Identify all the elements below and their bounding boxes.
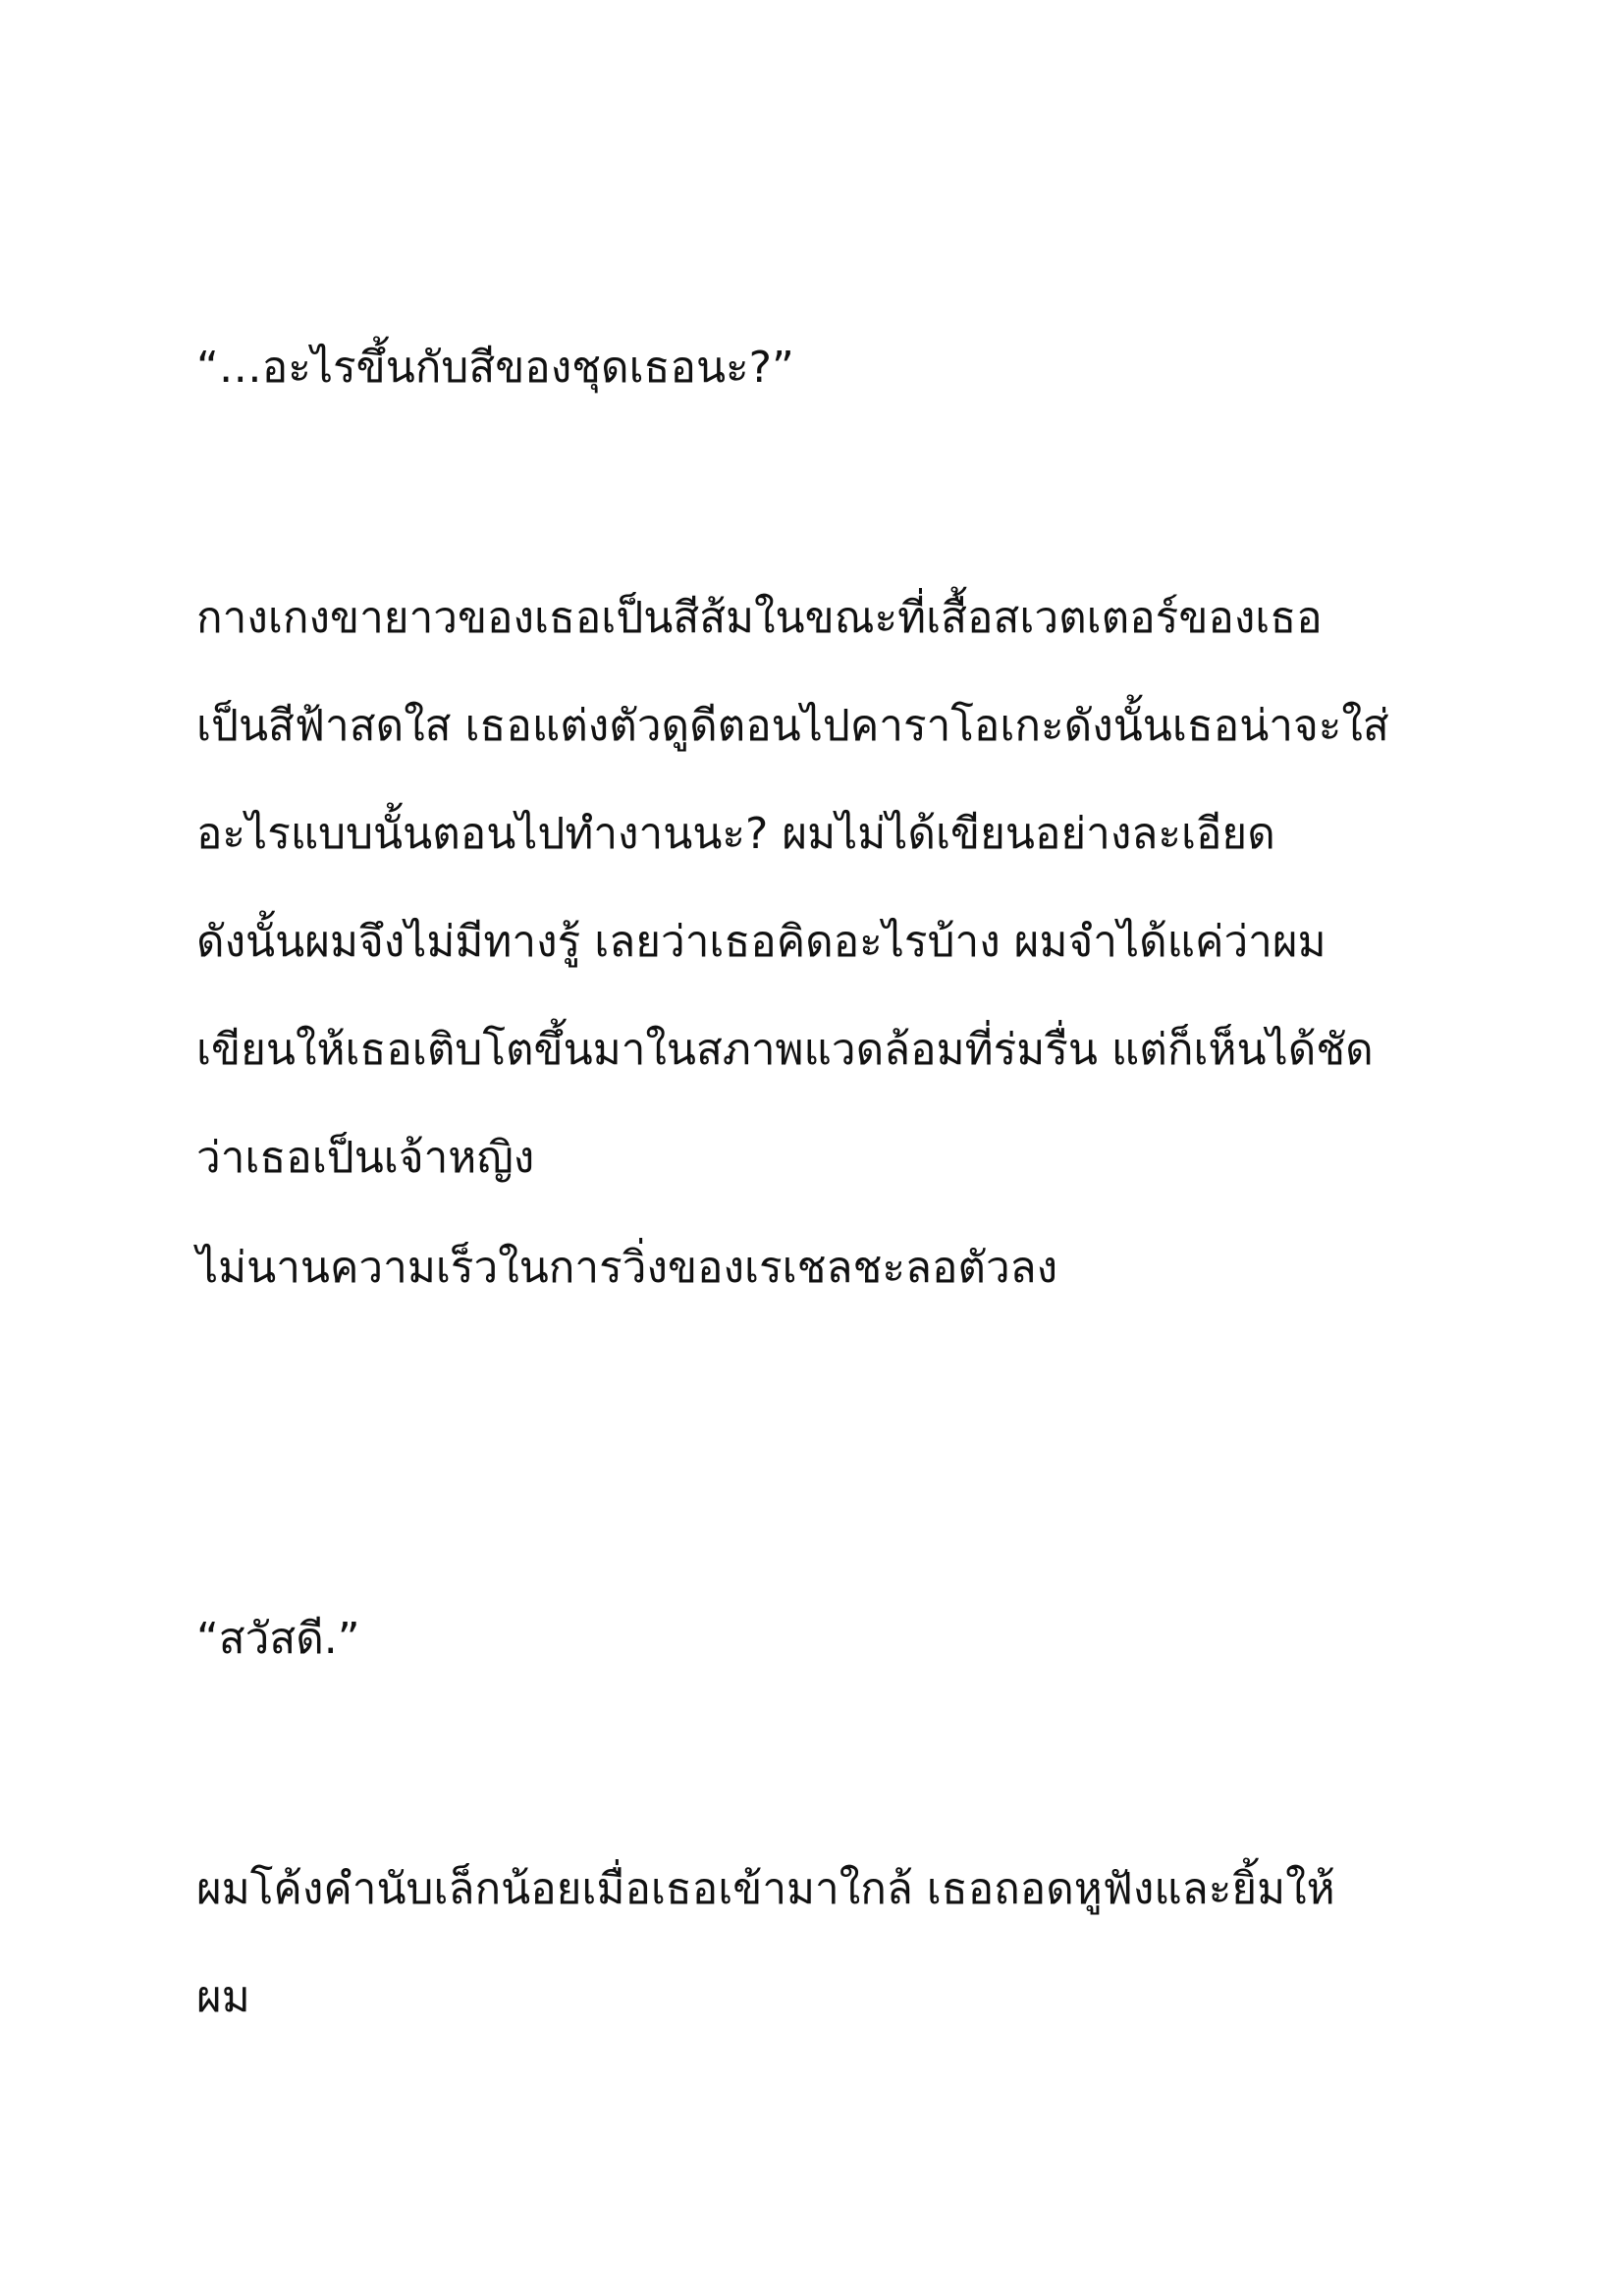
paragraph-line: ดังนั้นผมจึงไม่มีทางรู้ เลยว่าเธอคิดอะไรบ้าง ผมจำได้แค่ว่าผม xyxy=(196,917,1326,967)
paragraph-line: เขียนให้เธอเติบโตขึ้นมาในสภาพแวดล้อมที่ร่มรื่น แต่ก็เห็นได้ชัด xyxy=(196,1025,1374,1075)
paragraph-line: อะไรแบบนั้นตอนไปทำงานนะ? ผมไม่ได้เขียนอย่างละเอียด xyxy=(196,809,1275,859)
paragraph-line: ผมโค้งคำนับเล็กน้อยเมื่อเธอเข้ามาใกล้ เธอถอดหูฟังและยิ้มให้ xyxy=(196,1864,1335,1914)
paragraph-line: กางเกงขายาวของเธอเป็นสีส้มในขณะที่เสื้อสเวตเตอร์ของเธอ xyxy=(196,593,1323,643)
paragraph-line: ว่าเธอเป็นเจ้าหญิง xyxy=(196,1133,535,1183)
paragraph-line: ผม xyxy=(196,1972,250,2022)
paragraph-line: ไม่นานความเร็วในการวิ่งของเรเชลชะลอตัวลง xyxy=(196,1243,1058,1293)
dialogue-line: “…อะไรขึ้นกับสีของชุดเธอนะ?” xyxy=(196,343,794,393)
paragraph-line: เป็นสีฟ้าสดใส เธอแต่งตัวดูดีตอนไปคาราโอเกะดังนั้นเธอน่าจะใส่ xyxy=(196,701,1389,751)
dialogue-line: “สวัสดี.” xyxy=(196,1614,360,1664)
